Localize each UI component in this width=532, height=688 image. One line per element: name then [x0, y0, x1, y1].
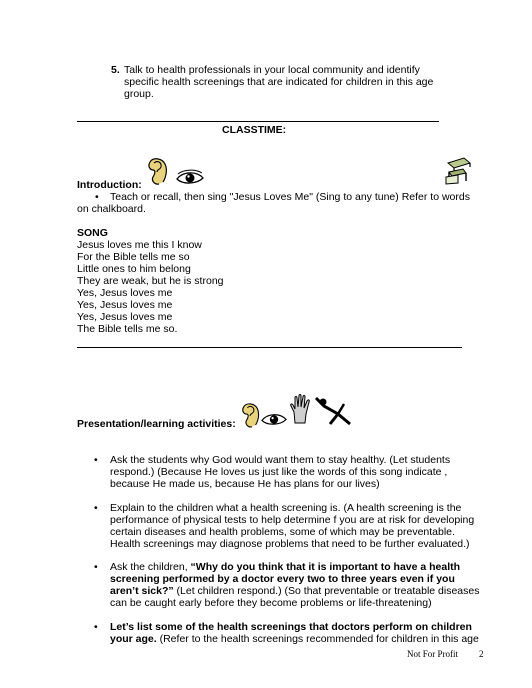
item3-line-1: [110, 561, 460, 573]
objective-line-1: Talk to health professionals in your local community and identify: [124, 64, 420, 76]
school-desk-icon: [444, 155, 472, 185]
item3-question-3: aren’t sick?”: [110, 585, 174, 597]
divider-middle: [77, 347, 462, 348]
song-line-1: Jesus loves me this I know: [77, 239, 202, 251]
eye-icon-2: [261, 412, 287, 427]
item4-line-2: [110, 633, 479, 645]
song-line-4: They are weak, but he is strong: [77, 275, 224, 287]
bullet-3: •: [94, 561, 98, 573]
item3-rest-3: (Let children respond.) (So that preventable or treatable diseases: [173, 585, 480, 597]
bullet-1: •: [94, 454, 98, 466]
item3-line-4: can be caught early before they become problems or life-threatening): [110, 597, 432, 609]
objective-line-3: group.: [124, 88, 154, 100]
bullet-intro: •: [95, 191, 99, 203]
song-line-7: Yes, Jesus loves me: [77, 311, 173, 323]
hand-icon: [289, 394, 311, 424]
item4-rest-2: (Refer to the health screenings recommended for children in this age: [156, 633, 479, 645]
bullet-2: •: [94, 502, 98, 514]
divider-top: [77, 121, 439, 122]
objective-number: 5.: [111, 64, 120, 76]
item2-line-4: Health screenings may diagnose problems that need to be further evaluated.): [110, 538, 470, 550]
song-line-2: For the Bible tells me so: [77, 251, 190, 263]
item3-line-3: [110, 585, 479, 597]
objective-line-2: specific health screenings that are indicated for children in this age: [124, 76, 434, 88]
page-number: 2: [479, 649, 484, 659]
item2-line-3: certain diseases and health problems, some of which may be preventable.: [110, 526, 455, 538]
item4-bold-2: your age.: [110, 633, 157, 645]
footer-text: Not For Profit: [407, 649, 459, 659]
ear-icon-2: [241, 401, 261, 429]
eye-icon: [176, 170, 204, 186]
song-line-3: Little ones to him belong: [77, 263, 191, 275]
item1-line-3: because He made us, because He has plans for our lives): [110, 478, 380, 490]
classtime-heading: CLASSTIME:: [222, 124, 287, 136]
item4-line-1: Let’s list some of the health screenings that doctors perform on children: [110, 621, 472, 633]
song-line-8: The Bible tells me so.: [77, 323, 178, 335]
ear-icon: [147, 156, 169, 186]
song-line-6: Yes, Jesus loves me: [77, 299, 173, 311]
item1-line-1: Ask the students why God would want them to stay healthy. (Let students: [110, 454, 451, 466]
item1-line-2: respond.) (Because He loves us just like the words of this song indicate ,: [110, 466, 448, 478]
item3-question-2: screening performed by a doctor every two to three years even if you: [110, 573, 455, 585]
bullet-4: •: [94, 621, 98, 633]
introduction-text-2: on chalkboard.: [77, 203, 146, 215]
stretching-figure-icon: [314, 396, 354, 426]
item3-lead: Ask the children,: [110, 561, 191, 573]
item2-line-2: performance of physical tests to help determine f you are at risk for developing: [110, 514, 475, 526]
song-line-5: Yes, Jesus loves me: [77, 287, 173, 299]
introduction-label: Introduction:: [77, 179, 142, 191]
presentation-label: Presentation/learning activities:: [77, 418, 236, 430]
item3-question-1: “Why do you think that it is important to have a health: [190, 561, 461, 573]
introduction-text-1: Teach or recall, then sing "Jesus Loves Me" (Sing to any tune) Refer to words: [110, 191, 470, 203]
song-heading: SONG: [77, 227, 108, 239]
item2-line-1: Explain to the children what a health screening is. (A health screening is the: [110, 502, 462, 514]
